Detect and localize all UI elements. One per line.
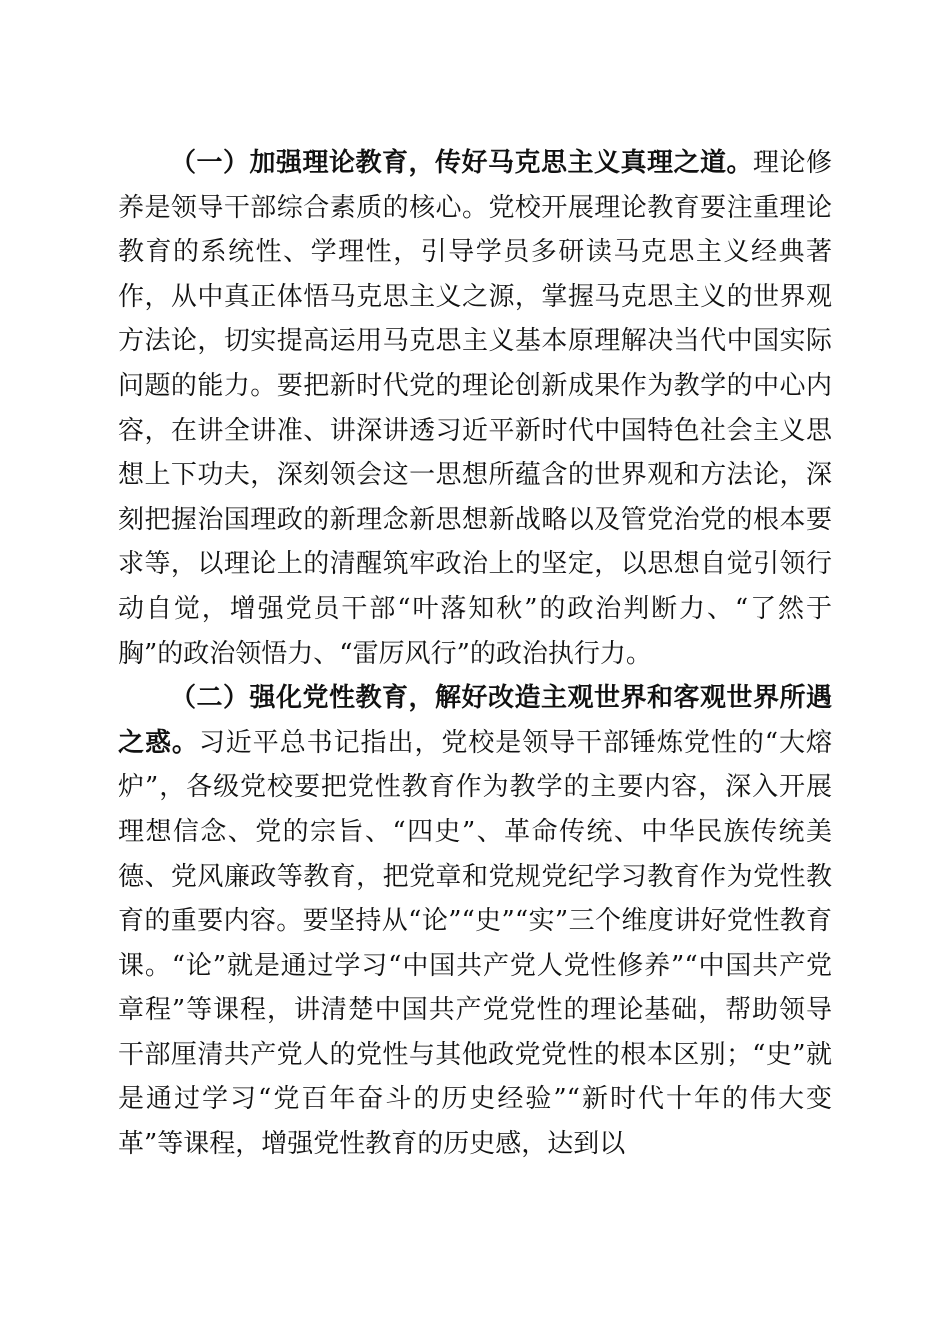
paragraph-theory-education [118, 141, 832, 676]
paragraph-heading: （二）强化党性教育，解好改造主观世界和客观世界所遇之惑。 [118, 683, 832, 758]
paragraph-heading: （一）加强理论教育，传好马克思主义真理之道。 [170, 148, 753, 178]
paragraph-text: 习近平总书记指出，党校是领导干部锤炼党性的“大熔炉”，各级党校要把党性教育作为教学的主要内容，深入开展理想信念、党的宗旨、“四史”、革命传统、中华民族传统美德、党风廉政等教育，把党章和党规党纪学习教育作为党性教育的重要内容。要坚持从“论”“史”“实”三个维度讲好党性教育课。“论”就是通过学习“中国共产党人党性修养”“中国共产党章程”等课程，讲清楚中国共产党党性的理论基础，帮助领导干部厘清共产党人的党性与其他政党党性的根本区别；“史”就是通过学习“党百年奋斗的历史经验”“新时代十年的伟大变革”等课程，增强党性教育的历史感，达到以 [118, 727, 832, 1160]
paragraph-party-spirit-education [118, 676, 832, 1167]
document-body [118, 141, 832, 1167]
paragraph-text: 理论修养是领导干部综合素质的核心。党校开展理论教育要注重理论教育的系统性、学理性，引导学员多研读马克思主义经典著作，从中真正体悟马克思主义之源，掌握马克思主义的世界观方法论，切实提高运用马克思主义基本原理解决当代中国实际问题的能力。要把新时代党的理论创新成果作为教学的中心内容，在讲全讲准、讲深讲透习近平新时代中国特色社会主义思想上下功夫，深刻领会这一思想所蕴含的世界观和方法论，深刻把握治国理政的新理念新思想新战略以及管党治党的根本要求等，以理论上的清醒筑牢政治上的坚定，以思想自觉引领行动自觉，增强党员干部“叶落知秋”的政治判断力、“了然于胸”的政治领悟力、“雷厉风行”的政治执行力。 [118, 148, 832, 669]
